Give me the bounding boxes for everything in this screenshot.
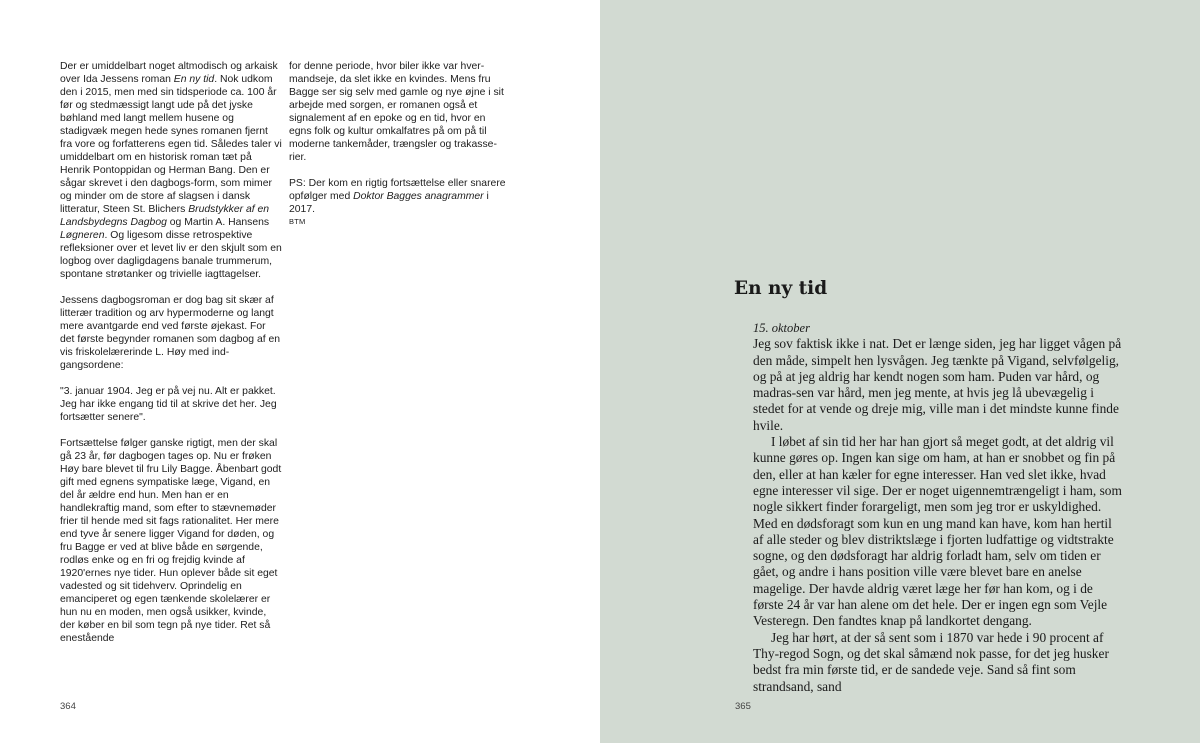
excerpt-paragraph-3: Jeg har hørt, at der så sent som i 1870 var hede i 90 procent af Thy-regod Sogn, og det skal såmænd nok passe, for det jeg husker bedst fra min første tid, er de sandede veje. Sand så fint som strandsand, sand xyxy=(753,629,1109,694)
review-column-2 xyxy=(289,60,507,227)
review-paragraph-4: Fortsættelse følger ganske rigtigt, men der skal gå 23 år, før dagbogen tages op. Nu er frøken Høy bare blevet til fru Lily Bagge. Åbenbart godt gift med egnens sympatiske læge, Vigand, en del år ældre end hun. Men han er en handlekraftig mand, som efter to stævnemøder frier til hende med sit fags rationalitet. Her mere end tyve år senere ligger Vigand for døden, og fru Bagge er ved at blive både en sørgende, rodløs enke og en fri og frejdig kvinde af 1920'ernes nye tider. Hun oplever både sit eget vadested og sit tidehverv. Oprindelig en emanciperet og egen tænkende skolelærer er hun nu en moden, men også usikker, kvinde, der køber en bil som tegn på nye tider. Ret så enestående xyxy=(60,438,282,644)
page-number-left: 364 xyxy=(60,701,76,712)
excerpt-paragraph-2: I løbet af sin tid her har han gjort så meget godt, at det aldrig vil kunne gøres op. Ingen kan sige om ham, at han er snobbet og fin på den, eller at han kæler for egne interesser. Han ved slet ikke, hvad egne interesser vil sige. Der er noget uigennemtrængeligt i ham, som nogle sikkert finder forargeligt, men som jeg tror er uskyldighed. Med en dødsforagt som kun en ung mand kan have, kom han hertil af alle steder og blev distriktslæge i fjorten ludfattige og vidtstrakte sogne, og den dødsforagt har aldrig forladt ham, selv om tiden er gået, og andre i hans position ville være blevet bare en anelse magelige. Der havde aldrig været læge her før han kom, og i de første 24 år var han alene om det hele. Der er ingen egn som Vejle Vesteregn. Den fandtes knap på landkortet dengang. xyxy=(753,434,1122,629)
book-title: Brudstykker af en Landsbydegns Dagbog xyxy=(60,204,270,228)
book-title: En ny tid xyxy=(173,74,215,85)
review-paragraph-5: for denne periode, hvor biler ikke var hver-mandseje, da slet ikke en kvindes. Mens fru Bagge ser sig selv med gamle og nye øjne i sit arbejde med sorgen, er romanen også et signalement af en epoke og en tid, hvor en egns folk og kultur omkalfatres på om på til moderne tankemåder, trængsler og trakasse-rier. xyxy=(289,61,504,163)
book-title: Doktor Bagges anagrammer xyxy=(353,191,484,202)
excerpt-paragraph-1: Jeg sov faktisk ikke i nat. Det er længe siden, jeg har ligget vågen på den måde, simpelt hen lysvågen. Jeg tænkte på Vigand, selvfølgelig, og på at jeg aldrig har kendt nogen som ham. Puden var hård, og madras-sen var hård, men jeg mente, at hvis jeg lå ubevægelig i stedet for at vende og dreje mig, ville man i det mindste kunne finde hvile. xyxy=(753,336,1122,433)
postscript: PS: Der kom en rigtig fortsættelse eller snarere opfølger med Doktor Bagges anagrammer i 2017. xyxy=(289,178,506,215)
chapter-title: En ny tid xyxy=(734,278,828,299)
review-column-1 xyxy=(60,60,282,658)
review-quote: "3. januar 1904. Jeg er på vej nu. Alt er pakket. Jeg har ikke engang tid til at skrive det her. Jeg fortsætter senere". xyxy=(60,386,277,423)
book-title: Løgneren xyxy=(60,230,105,241)
page-number-right: 365 xyxy=(735,701,751,712)
right-page xyxy=(600,0,1200,743)
novel-excerpt xyxy=(753,320,1123,695)
diary-date: 15. oktober xyxy=(753,321,810,335)
review-paragraph-2: Jessens dagbogsroman er dog bag sit skær af litterær tradition og arv hypermoderne og langt mere avantgarde end ved første øjekast. For det første begynder romanen som dagbog af en vis friskolelærerinde L. Høy med ind-gangsordene: xyxy=(60,295,281,371)
author-signature: BTM xyxy=(289,217,306,226)
review-paragraph-1: Der er umiddelbart noget altmodisch og arkaisk over Ida Jessens roman En ny tid. Nok udkom den i 2015, men med sin tidsperiode ca. 100 år før og stedmæssigt langt ude på det jyske bøhland med langt mellem husene og stadigvæk megen hede synes romanen fjernt fra vore og forfatterens egen tid. Således taler vi umiddelbart om en historisk roman tæt på Henrik Pontoppidan og Herman Bang. Den er sågar skrevet i den dagbogs-form, som mimer og minder om de store af slagsen i dansk litteratur, Steen St. Blichers Brudstykker af en Landsbydegns Dagbog og Martin A. Hansens Løgneren. Og ligesom disse retrospektive refleksioner over et levet liv er den skjult som en logbog over dagligdagens banale trummerum, spontane strøtanker og trivielle iagttagelser. xyxy=(60,61,282,280)
